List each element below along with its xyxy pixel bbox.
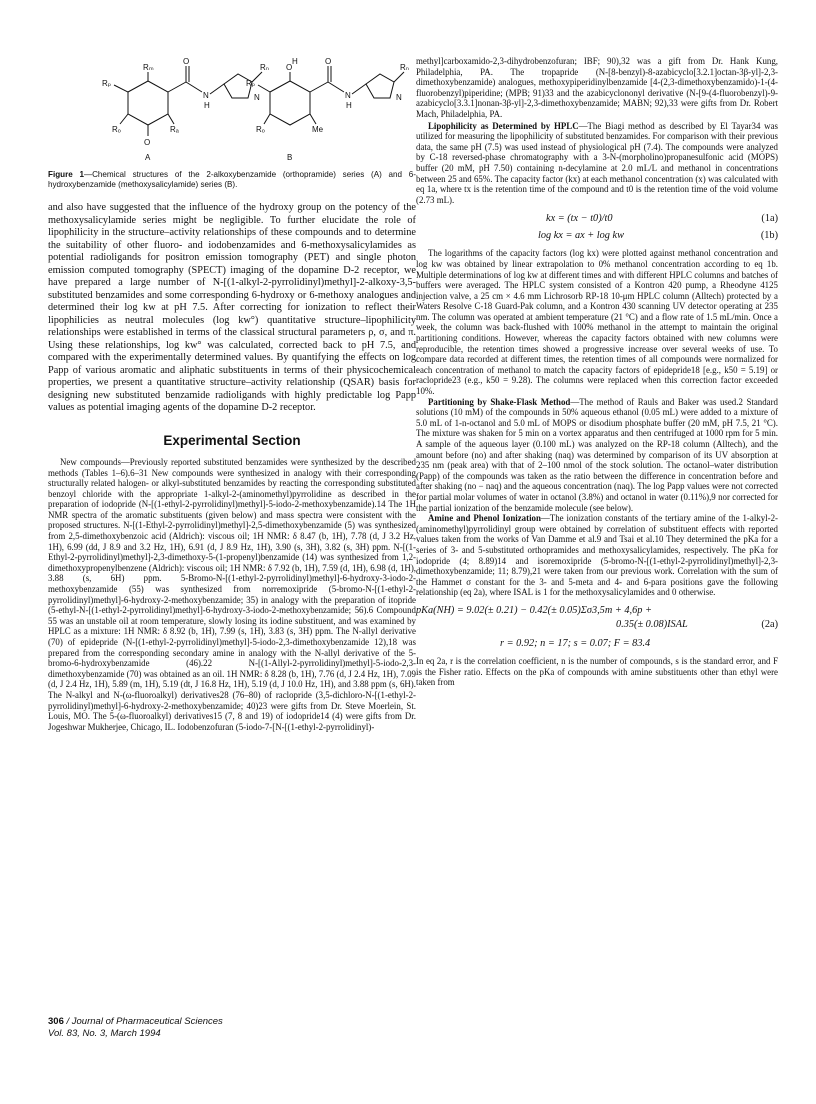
hplc-paragraph bbox=[416, 121, 778, 206]
atom-n2-b: N bbox=[396, 93, 402, 102]
hplc-heading: Lipophilicity as Determined by HPLC bbox=[428, 120, 579, 131]
chemical-structures-svg bbox=[48, 52, 416, 164]
new-compounds-paragraph: New compounds—Previously reported substituted benzamides were synthesized by the described methods (Tables 1–6).6–31 New compounds were synthesized in analogy with their corresponding structurally related halogen- or alkyl-substituted benzamides by reacting the corresponding substituted benzoyl chloride with the appropriate 1-alkyl-2-(aminomethyl)pyrrolidine as described in the preparation of iodopride (N-[(1-ethyl-2-pyrrolidinyl)methyl]-5-iodo-2-methoxybenzamide).14 The 1H NMR spectra of the aromatic substituents (given below) and mass spectra were consistent with the proposed structures. N-[(1-Ethyl-2-pyrrolidinyl)methyl]-2,5-dimethoxybenzamide (5) was synthesized from 2,5-dimethoxybenzoic acid (Aldrich): viscous oil; 1H NMR: δ 8.47 (b, 1H), 7.78 (d, J 3.2 Hz, 1H), 6.99 (dd, J 8.9 and 3.2 Hz, 1H), 6.91 (d, J 8.9 Hz, 1H), 3.90 (s, 3H), 3.82 (s, 3H) ppm. N-[(1-Ethyl-2-pyrrolidinyl)methyl]-2,3-dimethoxy-5-(1-propenyl)benzamide (14) was synthesized from 1,2-dimethoxypropenylbenzene (Aldrich): viscous oil; 1H NMR: δ 7.92 (b, 1H), 7.59 (d, 1H), 6.98 (d, 1H), 3.88 (s, 6H) ppm. 5-Bromo-N-[(1-ethyl-2-pyrrolidinyl)methyl]-6-hydroxy-3-iodo-2-methoxybenzamide (55) was synthesized from norremoxipride (5-bromo-N-[(1-ethyl-2-pyrrolidinyl)methyl]-6-hydroxy-2-methoxybenzamide; 35) in analogy with the preparation of itopride (5-ethyl-N-[(1-ethyl-2-pyrrolidinyl)methyl]-6-hydroxy-3-iodo-2-methoxybenzamide; 56).6 Compound 55 was an unstable oil at room temperature, slowly losing its iodine substituent, and was examined by HPLC as a mixture: 1H NMR: δ 8.92 (b, 1H), 7.99 (s, 1H), 3.83 (s, 3H) ppm. The N-allyl derivative (70) of epidepride (N-[(1-ethyl-2-pyrrolidinyl)methyl]-5-iodo-2,3-dimethoxybenzamide 12),18 was prepared from the corresponding secondary amine in analogy with the N-allyl derivative of the 5-bromo-6-hydroxybenzamide (46).22 N-[(1-Allyl-2-pyrrolidinyl)methyl]-5-iodo-2,3-dimethoxybenzamide (70) was obtained as an oil. 1H NMR: δ 8.28 (b, 1H), 7.76 (d, J 2.4 Hz, 1H), 7.09 (d, J 2.4 Hz, 1H), 5.89 (m, 1H), 5.19 (dt, J 16.8 Hz, 1H), 5.19 (d, J 10.0 Hz, 1H), and 3.88 ppm (s, 6H). The N-alkyl and N-(ω-fluoroalkyl) derivatives28 (76–80) of raclopride (3,5-dichloro-N-[(1-ethyl-2-pyrrolidinyl)methyl]-6-hydroxy-2-methoxybenzamide; 40)23 were gifts from Dr. Steve Moerlein, St. Louis, MO. The 5-(ω-fluoroalkyl) derivatives15 (7, 8 and 19) of iodopride14 (4) were gifts from Dr. Jogeshwar Mukherjee, Chicago, IL. Iodobenzofuran (5-iodo-7-[N-[(1-ethyl-2-pyrrolidinyl)- bbox=[48, 456, 416, 732]
caption-text: —Chemical structures of the 2-alkoxybenzamide (orthopramide) series (A) and 6-hydroxybenzamide (methoxysalicylamide) series (B). bbox=[48, 170, 416, 190]
equation-2a-line2-row bbox=[416, 619, 778, 633]
caption-label: Figure 1 bbox=[48, 170, 84, 179]
atom-o2-a: O bbox=[144, 138, 151, 147]
equation-2a-block bbox=[416, 605, 778, 652]
atom-n-b: N bbox=[345, 91, 351, 100]
atom-n2-a: N bbox=[254, 93, 260, 102]
benzene-ring-b bbox=[270, 81, 310, 125]
atom-o-b: O bbox=[286, 63, 293, 72]
atom-rm-a: Rₘ bbox=[143, 63, 154, 72]
atom-me-b: Me bbox=[312, 125, 324, 134]
equation-1b-number: (1b) bbox=[760, 230, 778, 242]
atom-ro-b: Rₒ bbox=[256, 125, 265, 134]
atom-o-a: O bbox=[183, 57, 190, 66]
atom-h2-b: H bbox=[346, 101, 352, 110]
hplc-text: —The Biagi method as described by El Tayar34 was utilized for measuring the lipophilicity of substituted benzamides. For comparison with their previous data, the same pH (7.5) was used instead of physiological pH (7.4). The compounds were analyzed by C-18 reversed-phase chromatography with a 3-N-(morpholino)propanesulfonic acid (MOPS) buffer (20 mM, pH 7.50) containing n-decylamine at 2.0 mL/L and methanol in concentrations between 25 and 65%. The capacity factor (kx) at each methanol concentration (x) was calculated with eq 1a, where tx is the retention time of the compound and t0 is the retention time of the void volume (2.73 mL). bbox=[416, 120, 778, 205]
figure-caption bbox=[48, 170, 416, 190]
equation-2a-line2: 0.35(± 0.08)ISAL bbox=[616, 618, 688, 630]
atom-o2-b: O bbox=[325, 57, 332, 66]
equation-2a-stats: r = 0.92; n = 17; s = 0.07; F = 83.4 bbox=[500, 637, 651, 649]
equation-1a-text: kx = (tx − t0)/t0 bbox=[546, 213, 613, 225]
equation-2a-line1: pKa(NH) = 9.02(± 0.21) − 0.42(± 0.05)Σσ3,5m + 4,6p + bbox=[416, 604, 652, 616]
equations-1 bbox=[416, 213, 778, 244]
label-a: A bbox=[145, 153, 151, 162]
figure-1 bbox=[48, 52, 416, 164]
atom-ra-a: Rₐ bbox=[170, 125, 179, 134]
atom-rn-b: Rₙ bbox=[400, 63, 409, 72]
logarithms-paragraph: The logarithms of the capacity factors (log kx) were plotted against methanol concentration and log kw was obtained by linear extrapolation to 0% methanol concentration according to eq 1b. Multiple determinations of log kw at different times and with different HPLC columns and batches of buffers were averaged. The HPLC system consisted of a Kontron 420 pump, a Rheodyne 4125 injection valve, a 25 cm × 4.6 mm Lichrosorb RP-18 10-μm HPLC column (Alltech) protected by a Waters Resolve C-18 Guard-Pak column, and a Kontron 430 scanning UV detector operating at 235 nm. The column was operated at ambient temperature (21 °C) and a flow rate of 1.5 mL/min. Once a week, the column was back-flushed with 100% methanol in the attempt to maintain the original partitioning conditions. However, whereas the capacity factors obtained with new columns were reproducible, the retention times showed a progressive increase over several weeks of use. To compare data recorded at different times, the retention times of all compounds were normalized for each concentration of methanol to match the capacity factors of epidepride18 [e.g., k50 = 5.19] or raclopride23 (e.g., k50 = 9.28). The columns were replaced when this correction factor exceeded 10%. bbox=[416, 248, 778, 397]
intro-paragraph: and also have suggested that the influence of the hydroxy group on the potency of the methoxysalicylamide series might be negligible. To further elucidate the role of lipophilicity in the structure–activity relationships of these compounds and to determine the suitability of other fluoro- and iodobenzamides and 6-methoxysalicylamides as potential radioligands for positron emission tomography (PET) and single photon emission computed tomography (SPECT) imaging of the dopamine D-2 receptor, we have prepared a large number of N-[(1-alkyl-2-pyrrolidinyl)methyl]-2-alkoxy-3,5-substituted benzamides and some corresponding 6-hydroxy or 6-methoxy analogues and determined their log kw at pH 7.5. After correcting for ionization to reflect their lipophilicies as neutral molecules (log kw°) quantitative structure–lipophilicity relationships were established in terms of the classical structural parameters ρ, σ, and π. Using these relationships, log kw° was calculated, corrected back to pH 7.5, and compared with the experimentally determined values. By quantifying the effects on log Papp of various aromatic and aliphatic substituents in terms of their physicochemical properties, we present a quantitative structure–activity relationship (QSAR) basis for designing new substituted benzamide radioligands with highly predictable log Papp values as potential imaging agents of the dopamine D-2 receptor. bbox=[48, 202, 416, 414]
atom-h-b: H bbox=[292, 57, 298, 66]
shake-flask-text: —The method of Rauls and Baker was used.2 Standard solutions (10 mM) of the compounds in 50% aqueous ethanol (0.05 mL) were added to a mixture of 5.0 mL of 1-n-octanol and 5.0 mL of MOPS or disodium phosphate buffer (20 mM, pH 7.5, 21 °C). The mixture was shaken for 5 min on a vortex apparatus and then centrifuged at 1000 rpm for 5 min. A sample of the aqueous layer (0.100 mL) was analyzed on the RP-18 column (Alltech), and the amount before (no) and after shaking (naq) was determined by comparison of its UV absorption at 235 nm (peak area) with that of 2–100 nmol of the stock solution. The octanol–water distribution (Papp) of the compounds was taken as the ratio between the difference in concentration before and after shaking (no − naq) and the aqueous concentration (naq). The log Papp values were not corrected for partial molar volumes of water in octanol (3.8%) and octanol in water (0.11%),9 nor corrected for the partial ionization of the benzamide molecule (see below). bbox=[416, 396, 778, 513]
equation-1b bbox=[416, 230, 778, 244]
left-column bbox=[48, 52, 416, 732]
eq2a-explanation-paragraph: In eq 2a, r is the correlation coefficient, n is the number of compounds, s is the standard error, and F is the Fisher ratio. Effects on the pKa of compounds with amine substituents other than ethyl were taken from bbox=[416, 655, 778, 688]
atom-rp-b: Rₚ bbox=[246, 79, 256, 88]
page-number: 306 bbox=[48, 1016, 64, 1027]
ionization-text: —The ionization constants of the tertiary amine of the 1-alkyl-2-(aminomethyl)pyrrolidinyl group were obtained by correlation of substituent effects with reported values taken from the works of Van Damme et al.9 and Tsai et al.10 They determined the pKa for a series of 3- and 5-substituted orthopramides and methoxysalicylamides, respectively. The pKa for iodopride (4; 8.89)14 and isoremoxipride (5-bromo-N-[(1-ethyl-2-pyrrolidinyl)methyl]-2,3-dimethoxybenzamide; 11; 8.79),21 were taken from our previous work. Correlation with the sum of the Hammet σ constant for the 3- and 5-meta and 4- and 6-para positions gave the following relationship (eq 2a), where ISAL is 1 for the methoxysalicylamides and 0 otherwise. bbox=[416, 513, 778, 598]
right-column bbox=[416, 56, 778, 688]
label-b: B bbox=[287, 153, 293, 162]
atom-rn-a: Rₙ bbox=[260, 63, 269, 72]
benzene-ring-a bbox=[128, 81, 168, 125]
volume-info: Vol. 83, No. 3, March 1994 bbox=[48, 1028, 161, 1039]
ionization-heading: Amine and Phenol Ionization bbox=[428, 513, 541, 524]
ionization-paragraph bbox=[416, 513, 778, 598]
atom-h-a: H bbox=[204, 101, 210, 110]
equation-2a-number: (2a) bbox=[761, 618, 778, 630]
atom-ro-a: Rₒ bbox=[112, 125, 121, 134]
equation-1a bbox=[416, 213, 778, 227]
atom-rp-a: Rₚ bbox=[102, 79, 112, 88]
section-heading-experimental: Experimental Section bbox=[163, 432, 301, 448]
gifts-paragraph: methyl]carboxamido-2,3-dihydrobenzofuran; IBF; 90),32 was a gift from Dr. Hank Kung, Philadelphia, PA. The tropapride (N-[8-benzyl)-8-azabicyclo[3.2.1]octan-3β-yl]-2,3-dimethoxybenzamide) analogues, methoxypiperidinylbenzamide [4-(2,3-dimethoxybenzamido)-1-(4-fluorobenzyl)piperidine; (MPB; 91)33 and the azabicyclononyl derivative (N-[9-(4-fluorobenzyl)-9-azabicyclo[3.3.1]nonan-3β-yl]-2,3-dimethoxybenzamide; MABN; 92),33 were gifts from Dr. Robert Mach, Philadelphia, PA. bbox=[416, 56, 778, 119]
shake-flask-paragraph bbox=[416, 397, 778, 514]
journal-name: / Journal of Pharmaceutical Sciences bbox=[63, 1016, 223, 1027]
equation-1b-text: log kx = ax + log kw bbox=[538, 230, 624, 242]
equation-1a-number: (1a) bbox=[761, 213, 778, 225]
pyrrolidine-ring-b bbox=[366, 74, 394, 98]
footer-line-1 bbox=[48, 1016, 223, 1028]
atom-n-a: N bbox=[203, 91, 209, 100]
shake-flask-heading: Partitioning by Shake-Flask Method bbox=[428, 396, 571, 407]
page-footer bbox=[48, 1016, 223, 1040]
